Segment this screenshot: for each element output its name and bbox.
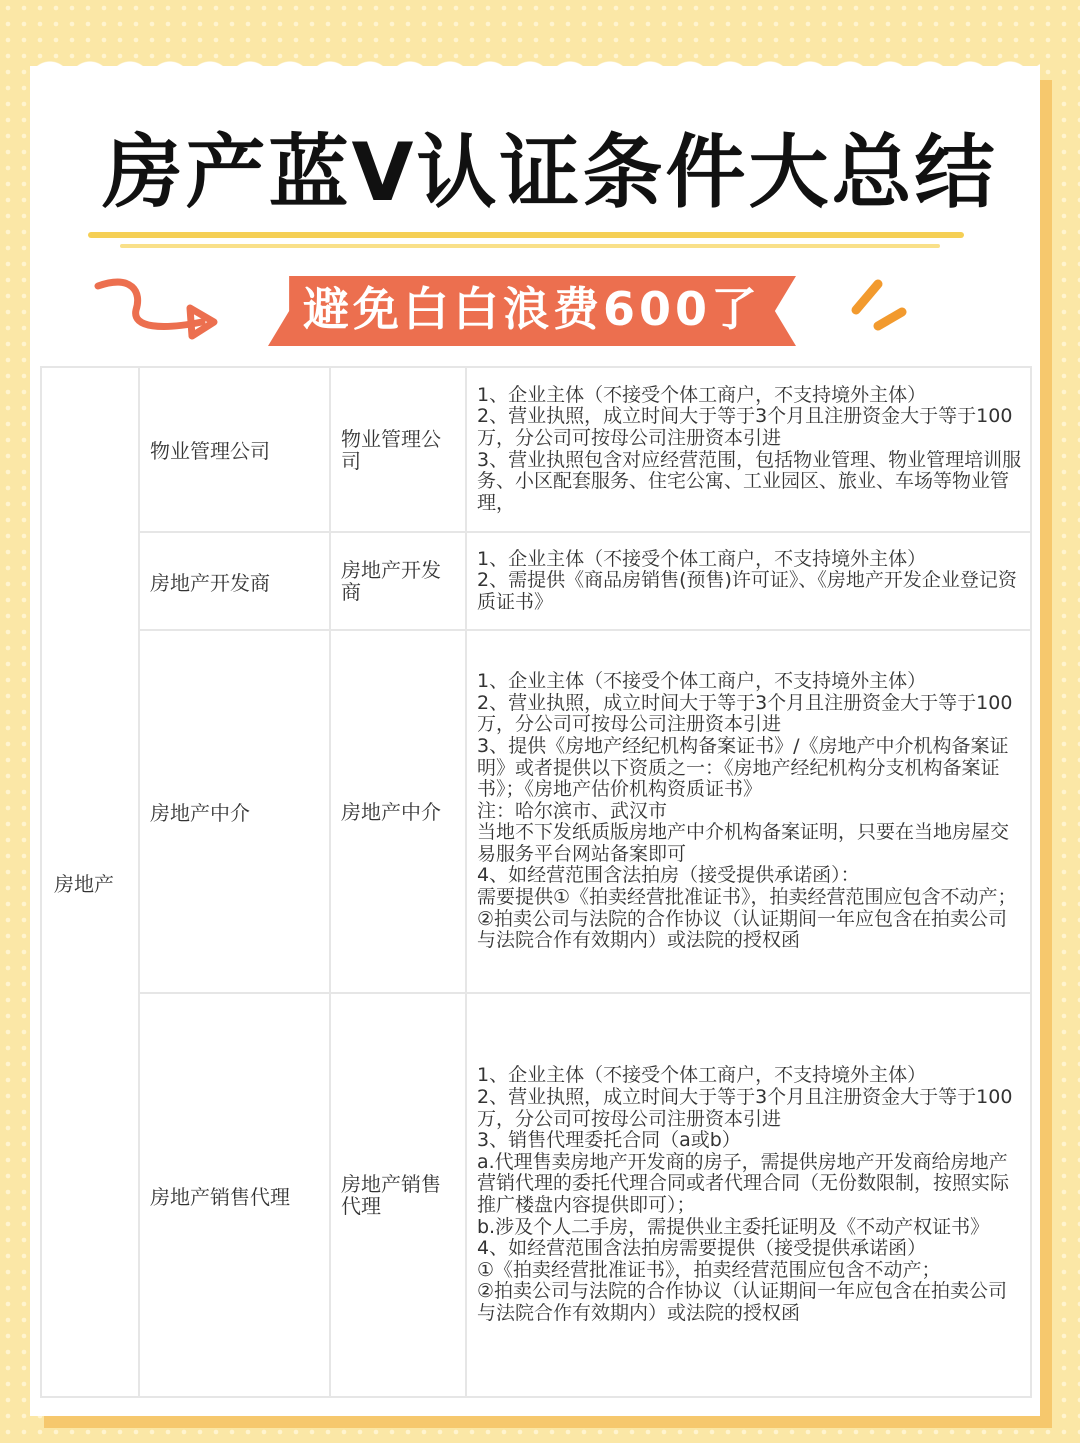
table-row (41, 993, 1031, 1397)
type-cell: 房地产开发商 (139, 532, 330, 630)
requirement-line: 3、销售代理委托合同（a或b） (477, 1129, 741, 1152)
requirement-line: 当地不下发纸质版房地产中介机构备案证明，只要在当地房屋交易服务平台网站备案即可 (477, 821, 1010, 865)
page-title: 房产蓝V认证条件大总结 (102, 126, 998, 219)
requirement-line: ①《拍卖经营批准证书》，拍卖经营范围应包含不动产； (477, 1258, 941, 1281)
table-row (41, 367, 1031, 532)
sparkle-lines-icon (844, 276, 914, 336)
requirement-line: 4、如经营范围含法拍房（接受提供承诺函）： (477, 864, 860, 887)
requirement-line: 1、企业主体（不接受个体工商户，不支持境外主体） (477, 383, 927, 406)
card-shadow-right (1040, 80, 1052, 1420)
subtype-cell: 房地产销售代理 (330, 993, 466, 1397)
table-row (41, 532, 1031, 630)
type-cell: 房地产销售代理 (139, 993, 330, 1397)
requirements-cell (466, 367, 1031, 532)
table-row (41, 630, 1031, 993)
requirement-line: 2、营业执照，成立时间大于等于3个月且注册资金大于等于100万，分公司可按母公司注册资本引进 (477, 405, 1013, 449)
requirements-cell (466, 532, 1031, 630)
requirement-line: 2、需提供《商品房销售(预售)许可证》、《房地产开发企业登记资质证书》 (477, 569, 1017, 613)
requirement-line: 1、企业主体（不接受个体工商户，不支持境外主体） (477, 547, 927, 570)
title-underline (88, 232, 964, 238)
card-shadow-bottom (44, 1416, 1052, 1428)
requirement-line: 1、企业主体（不接受个体工商户，不支持境外主体） (477, 670, 927, 693)
requirements-table (40, 366, 1032, 1398)
requirement-line: 2、营业执照，成立时间大于等于3个月且注册资金大于等于100万，分公司可按母公司注册资本引进 (477, 691, 1013, 736)
title-underline-secondary (120, 244, 940, 248)
requirement-line: 1、企业主体（不接受个体工商户，不支持境外主体） (477, 1064, 927, 1087)
requirement-line: 2、营业执照，成立时间大于等于3个月且注册资金大于等于100万，分公司可按母公司注册资本引进 (477, 1086, 1013, 1130)
subtype-cell: 房地产中介 (330, 630, 466, 993)
banner-text: 避免白白浪费600了 (302, 282, 762, 336)
requirement-line: 3、营业执照包含对应经营范围，包括物业管理、物业管理培训服务、小区配套服务、住宅公寓、工业园区、旅业、车场等物业管理， (477, 448, 1022, 514)
scalloped-edge (30, 52, 1040, 82)
curved-arrow-icon (92, 272, 232, 352)
requirement-line: b.涉及个人二手房，需提供业主委托证明及《不动产权证书》 (477, 1215, 990, 1238)
requirement-line: 3、提供《房地产经纪机构备案证书》/《房地产中介机构备案证明》或者提供以下资质之一：《房地产经纪机构分支机构备案证书》；《房地产估价机构资质证书》 (477, 734, 1009, 801)
category-cell: 房地产 (41, 367, 139, 1397)
type-cell: 物业管理公司 (139, 367, 330, 532)
subtype-cell: 物业管理公司 (330, 367, 466, 532)
requirements-cell (466, 630, 1031, 993)
requirement-line: a.代理售卖房地产开发商的房子，需提供房地产开发商给房地产营销代理的委托代理合同或者代理合同（无份数限制，按照实际推广楼盘内容提供即可）； (477, 1150, 1010, 1216)
requirement-line: ②拍卖公司与法院的合作协议（认证期间一年应包含在拍卖公司与法院合作有效期内）或法院的授权函 (477, 1280, 1008, 1324)
requirements-cell (466, 993, 1031, 1397)
requirement-line: 注：哈尔滨市、武汉市 (477, 799, 668, 822)
subtype-cell: 房地产开发商 (330, 532, 466, 630)
requirement-line: 4、如经营范围含法拍房需要提供（接受提供承诺函） (477, 1237, 927, 1260)
type-cell: 房地产中介 (139, 630, 330, 993)
requirement-line: 需要提供①《拍卖经营批准证书》，拍卖经营范围应包含不动产；②拍卖公司与法院的合作协议（认证期间一年应包含在拍卖公司与法院合作有效期内）或法院的授权函 (477, 886, 1017, 952)
